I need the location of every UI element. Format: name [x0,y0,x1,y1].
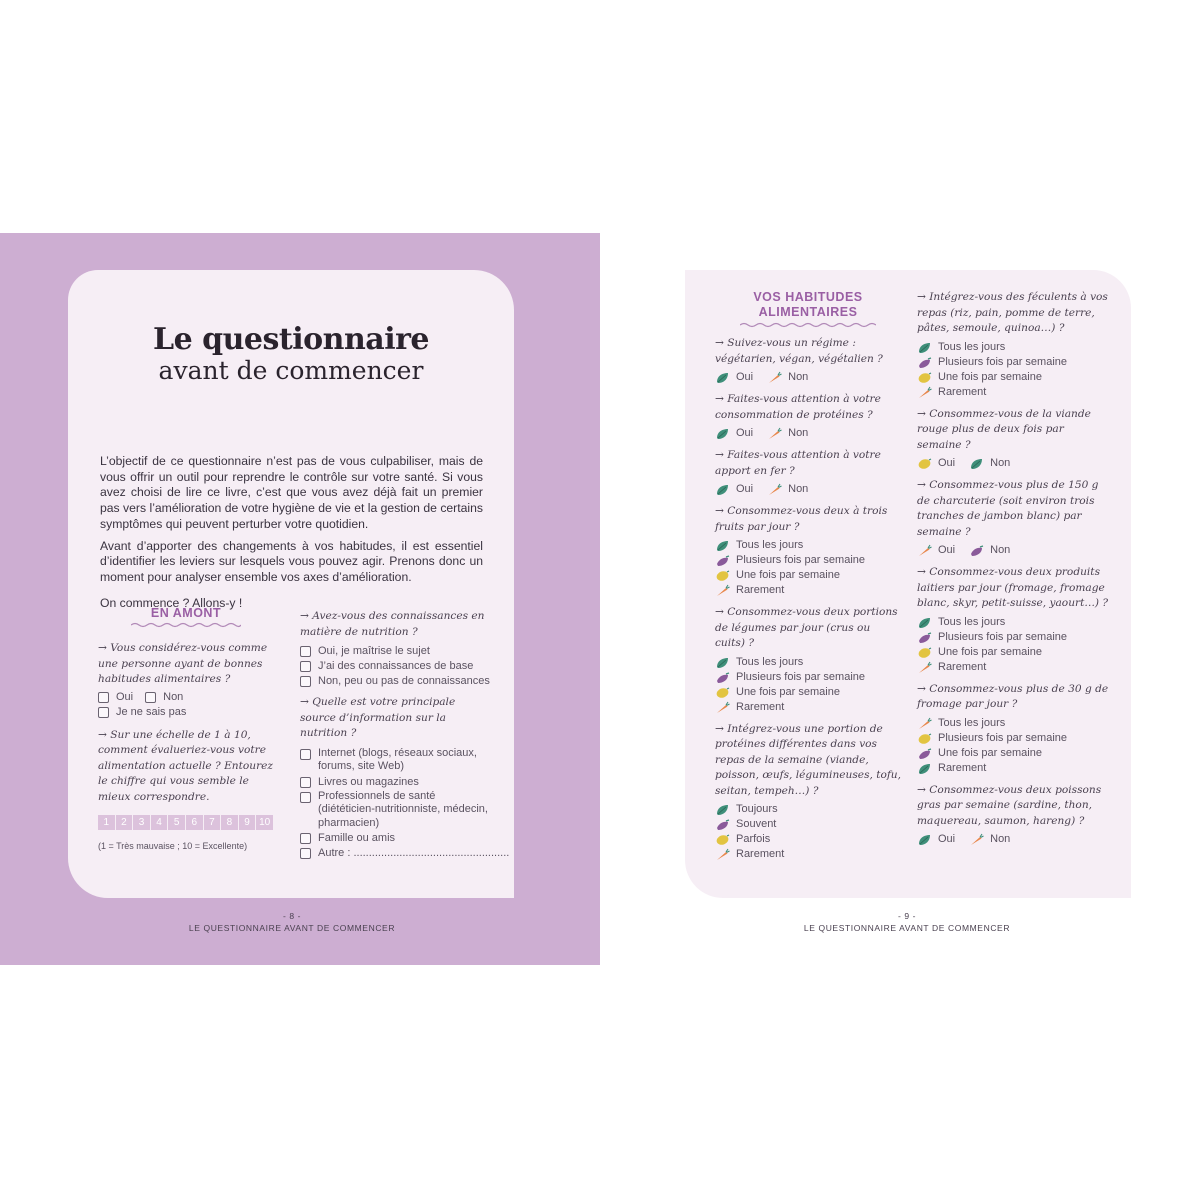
eggplant-icon[interactable] [715,671,730,684]
option-label: Tous les jours [938,340,1006,353]
leaf-icon[interactable] [969,457,984,470]
question-block [917,478,1109,558]
option-label: Plusieurs fois par semaine [736,670,866,683]
option-label: Oui [736,427,754,439]
carrot-icon[interactable] [917,661,932,674]
section-habitudes-col2 [917,290,1109,854]
question-text: → Intégrez-vous une portion de protéines différentes dans vos repas de la semaine (viande, poisson, œufs, légumineuses, tofu, seitan, tempeh…) ? [715,722,901,797]
checkbox-icon[interactable] [300,661,311,672]
option-label: Oui [938,833,956,845]
option-label: Rarement [938,761,987,774]
leaf-icon[interactable] [917,341,932,354]
option-label: J’ai des connaissances de base [318,660,474,672]
question-text: → Consommez-vous deux à trois fruits par jour ? [715,505,888,533]
option-label: Rarement [736,700,785,713]
option-oui[interactable] [98,690,133,705]
carrot-icon[interactable] [715,584,730,597]
lemon-icon[interactable] [715,833,730,846]
option-non[interactable] [145,690,183,705]
checkbox-icon[interactable] [98,707,109,718]
option-label: Livres ou magazines [318,775,419,788]
left-page [0,233,600,965]
leaf-icon[interactable] [715,656,730,669]
scale-item[interactable]: 1 [98,815,115,830]
option-item[interactable] [300,775,490,790]
checkbox-icon[interactable] [300,792,311,803]
intro-paragraph: On commence ? Allons-y ! [100,595,243,610]
question-block [715,722,901,863]
scale-item[interactable]: 10 [256,815,273,830]
option-item[interactable] [767,482,808,497]
option-item[interactable] [300,747,490,774]
rating-scale [98,815,274,830]
option-item[interactable] [917,340,1109,355]
question-block [715,605,901,715]
option-item[interactable] [917,615,1109,630]
option-label: Rarement [736,848,785,860]
lemon-icon[interactable] [715,686,730,699]
option-item[interactable] [300,790,490,831]
option-label: Une fois par semaine [736,569,840,581]
carrot-icon[interactable] [917,386,932,399]
carrot-icon[interactable] [969,833,984,846]
eggplant-icon[interactable] [969,544,984,557]
option-label: Oui, je maîtrise le sujet [318,645,430,657]
question-block [715,392,901,441]
question-block [917,682,1109,776]
option-label: Toujours [736,803,778,815]
question-text: → Consommez-vous de la viande rouge plus de deux fois par semaine ? [917,407,1091,451]
question-text: → Vous considérez-vous comme une personne ayant de bonnes habitudes alimentaires ? [98,642,268,685]
question-text: → Faites-vous attention à votre consommation de protéines ? [715,393,881,421]
option-item[interactable] [715,482,753,497]
question-text: → Consommez-vous deux portions de légumes par jour (crus ou cuits) ? [715,606,898,649]
lemon-icon[interactable] [917,371,932,384]
option-item[interactable] [715,700,901,715]
eggplant-icon[interactable] [917,747,932,760]
option-label: Une fois par semaine [736,685,840,698]
lemon-icon[interactable] [917,457,932,470]
option-item[interactable] [715,832,901,847]
question-list [917,290,1109,847]
scale-item[interactable]: 2 [116,815,133,830]
question-text: → Intégrez-vous des féculents à vos repas (riz, pain, pomme de terre, pâtes, semoule, quinoa…) ? [917,291,1108,334]
carrot-icon[interactable] [917,544,932,557]
option-label: Rarement [736,584,785,596]
section-en-amont [98,606,274,851]
option-label: Non [990,457,1011,469]
page-footer [0,910,592,934]
question-block [917,783,1109,848]
option-item[interactable] [715,802,901,817]
checkbox-icon[interactable] [98,692,109,703]
question-text: → Consommez-vous plus de 30 g de fromage par jour ? [917,682,1109,710]
option-item[interactable] [969,543,1010,558]
question-text: → Avez-vous des connaissances en matière de nutrition ? [300,610,485,638]
option-label: Une fois par semaine [938,370,1042,383]
option-item[interactable] [917,456,955,471]
option-label: Famille ou amis [318,832,396,844]
option-label: Non [990,544,1011,556]
option-label: Plusieurs fois par semaine [736,554,866,566]
scale-item[interactable]: 6 [186,815,203,830]
option-label: Autre : ................................................... [318,847,510,859]
section-title: EN AMONT [150,606,222,620]
question-text: → Sur une échelle de 1 à 10, comment évalueriez-vous votre alimentation actuelle ? Entourez le chiffre qui vous semble le mieux correspondre. [98,728,274,803]
option-item[interactable] [917,832,955,847]
option-item[interactable] [917,645,1109,660]
checkbox-icon[interactable] [300,646,311,657]
question-block [917,290,1109,400]
option-item[interactable] [917,716,1109,731]
leaf-icon[interactable] [715,427,730,440]
question-block [715,448,901,497]
scale-item[interactable]: 9 [239,815,256,830]
option-item[interactable] [715,847,901,862]
question-block [715,504,901,598]
option-label: Une fois par semaine [938,746,1042,759]
eggplant-icon[interactable] [715,554,730,567]
lemon-icon[interactable] [917,732,932,745]
option-item[interactable] [917,543,955,558]
option-label: Non [788,427,809,439]
scale-legend: (1 = Très mauvaise ; 10 = Excellente) [98,841,248,851]
option-item[interactable] [917,385,1109,400]
option-item[interactable] [917,731,1109,746]
wave-divider-icon [740,322,876,328]
section-title-line: ALIMENTAIRES [758,305,858,319]
question-block [917,407,1109,472]
lemon-icon[interactable] [917,646,932,659]
option-label: Non [990,833,1011,845]
leaf-icon[interactable] [917,762,932,775]
question-text: → Consommez-vous deux poissons gras par semaine (sardine, thon, maquereau, saumon, hareng) ? [917,783,1102,827]
eggplant-icon[interactable] [715,818,730,831]
option-label: Non [788,483,809,495]
option-item[interactable] [969,456,1010,471]
option-item[interactable] [300,659,490,674]
eggplant-icon[interactable] [917,631,932,644]
option-label: Oui [938,544,956,556]
option-label: Tous les jours [938,615,1006,628]
scale-item[interactable]: 8 [221,815,238,830]
wave-divider-icon [131,622,241,628]
option-item[interactable] [715,655,901,670]
option-item[interactable] [767,426,808,441]
running-title: LE QUESTIONNAIRE AVANT DE COMMENCER [188,923,396,933]
right-card [685,270,1131,898]
question-text: → Consommez-vous deux produits laitiers par jour (fromage, fromage blanc, skyr, petit-suisse, yaourt…) ? [917,566,1109,609]
intro-text [100,454,483,617]
left-card [68,270,514,898]
carrot-icon[interactable] [767,483,782,496]
option-label: Rarement [938,660,987,673]
option-item[interactable] [917,746,1109,761]
option-item[interactable] [715,553,901,568]
option-je-ne-sais-pas[interactable] [98,705,274,720]
option-label: Professionnels de santé (diététicien-nutritionniste, médecin, pharmacien) [318,789,488,829]
option-item[interactable] [917,630,1109,645]
scale-item[interactable]: 7 [204,815,221,830]
option-item[interactable] [715,538,901,553]
page-title: Le questionnaire [152,322,429,357]
option-item[interactable] [917,761,1109,776]
lemon-icon[interactable] [715,569,730,582]
option-label: Non, peu ou pas de connaissances [318,675,490,687]
carrot-icon[interactable] [767,371,782,384]
intro-paragraph: L’objectif de ce questionnaire n’est pas de vous culpabiliser, mais de vous offrir un outil pour reprendre le contrôle sur votre santé. Si vous avez choisi de lire ce livre, c’est que vous avez déjà fait un premier pas vers l’amélioration de votre hygiène de vie et la gestion de certains symptômes qui peuvent perturber votre quotidien. [100,454,483,531]
option-label: Non [788,371,809,383]
checkbox-icon[interactable] [300,833,311,844]
question-text: → Suivez-vous un régime : végétarien, végan, végétalien ? [715,337,883,365]
option-item[interactable] [300,846,510,861]
option-item[interactable] [715,583,901,598]
option-label: Oui [736,483,754,495]
option-item[interactable] [715,568,901,583]
eggplant-icon[interactable] [917,356,932,369]
option-label: Oui [938,457,956,469]
page-subtitle: avant de commencer [158,356,424,385]
question-text: → Faites-vous attention à votre apport en fer ? [715,449,881,477]
right-page [600,233,1200,965]
option-label: Souvent [736,818,777,830]
option-label: Plusieurs fois par semaine [938,731,1068,744]
option-label: Une fois par semaine [938,645,1042,658]
option-label: Internet (blogs, réseaux sociaux, forums, site Web) [318,746,477,772]
option-label: Parfois [736,833,771,845]
leaf-icon[interactable] [715,371,730,384]
option-item[interactable] [917,355,1109,370]
leaf-icon[interactable] [715,539,730,552]
page-number: - 8 - [282,911,302,921]
section-title [715,290,901,320]
checkbox-icon[interactable] [300,848,311,859]
question-text: → Quelle est votre principale source d’information sur la nutrition ? [300,696,456,739]
page-number: - 9 - [897,911,917,921]
option-label: Oui [116,690,134,703]
carrot-icon[interactable] [715,848,730,861]
running-title: LE QUESTIONNAIRE AVANT DE COMMENCER [803,923,1011,933]
scale-item[interactable]: 4 [151,815,168,830]
carrot-icon[interactable] [767,427,782,440]
option-item[interactable] [300,831,490,846]
question-text: → Consommez-vous plus de 150 g de charcuterie (soit environ trois tranches de jambon blanc) par semaine ? [917,479,1099,538]
option-item[interactable] [917,660,1109,675]
option-item[interactable] [969,832,1010,847]
page-footer [607,910,1200,934]
option-item[interactable] [767,370,808,385]
section-title-line: VOS HABITUDES [753,290,863,304]
scale-item[interactable]: 5 [168,815,185,830]
carrot-icon[interactable] [917,717,932,730]
option-item[interactable] [715,670,901,685]
question-list [715,336,901,862]
section-connaissances [300,609,510,861]
section-habitudes-col1 [715,290,901,869]
option-label: Rarement [938,385,987,398]
question-block [715,336,901,385]
leaf-icon[interactable] [715,483,730,496]
option-item[interactable] [917,370,1109,385]
option-label: Tous les jours [736,655,804,668]
option-label: Plusieurs fois par semaine [938,630,1068,643]
checkbox-icon[interactable] [300,777,311,788]
checkbox-icon[interactable] [300,676,311,687]
option-item[interactable] [715,685,901,700]
option-label: Je ne sais pas [116,705,187,718]
option-item[interactable] [300,674,490,689]
checkbox-icon[interactable] [300,749,311,760]
leaf-icon[interactable] [917,833,932,846]
option-label: Oui [736,371,754,383]
option-item[interactable] [715,426,753,441]
scale-item[interactable]: 3 [133,815,150,830]
question-block [917,565,1109,675]
option-label: Tous les jours [736,539,804,551]
option-item[interactable] [715,370,753,385]
carrot-icon[interactable] [715,701,730,714]
option-label: Non [163,690,184,703]
leaf-icon[interactable] [715,803,730,816]
option-item[interactable] [715,817,901,832]
option-item[interactable] [300,644,490,659]
intro-paragraph: Avant d’apporter des changements à vos habitudes, il est essentiel d’identifier les leviers sur lesquels vous pouvez agir. Prenons donc un moment pour analyser ensemble vos axes d’amélioration. [100,538,483,584]
leaf-icon[interactable] [917,616,932,629]
checkbox-icon[interactable] [145,692,156,703]
option-label: Plusieurs fois par semaine [938,355,1068,368]
option-label: Tous les jours [938,716,1006,729]
